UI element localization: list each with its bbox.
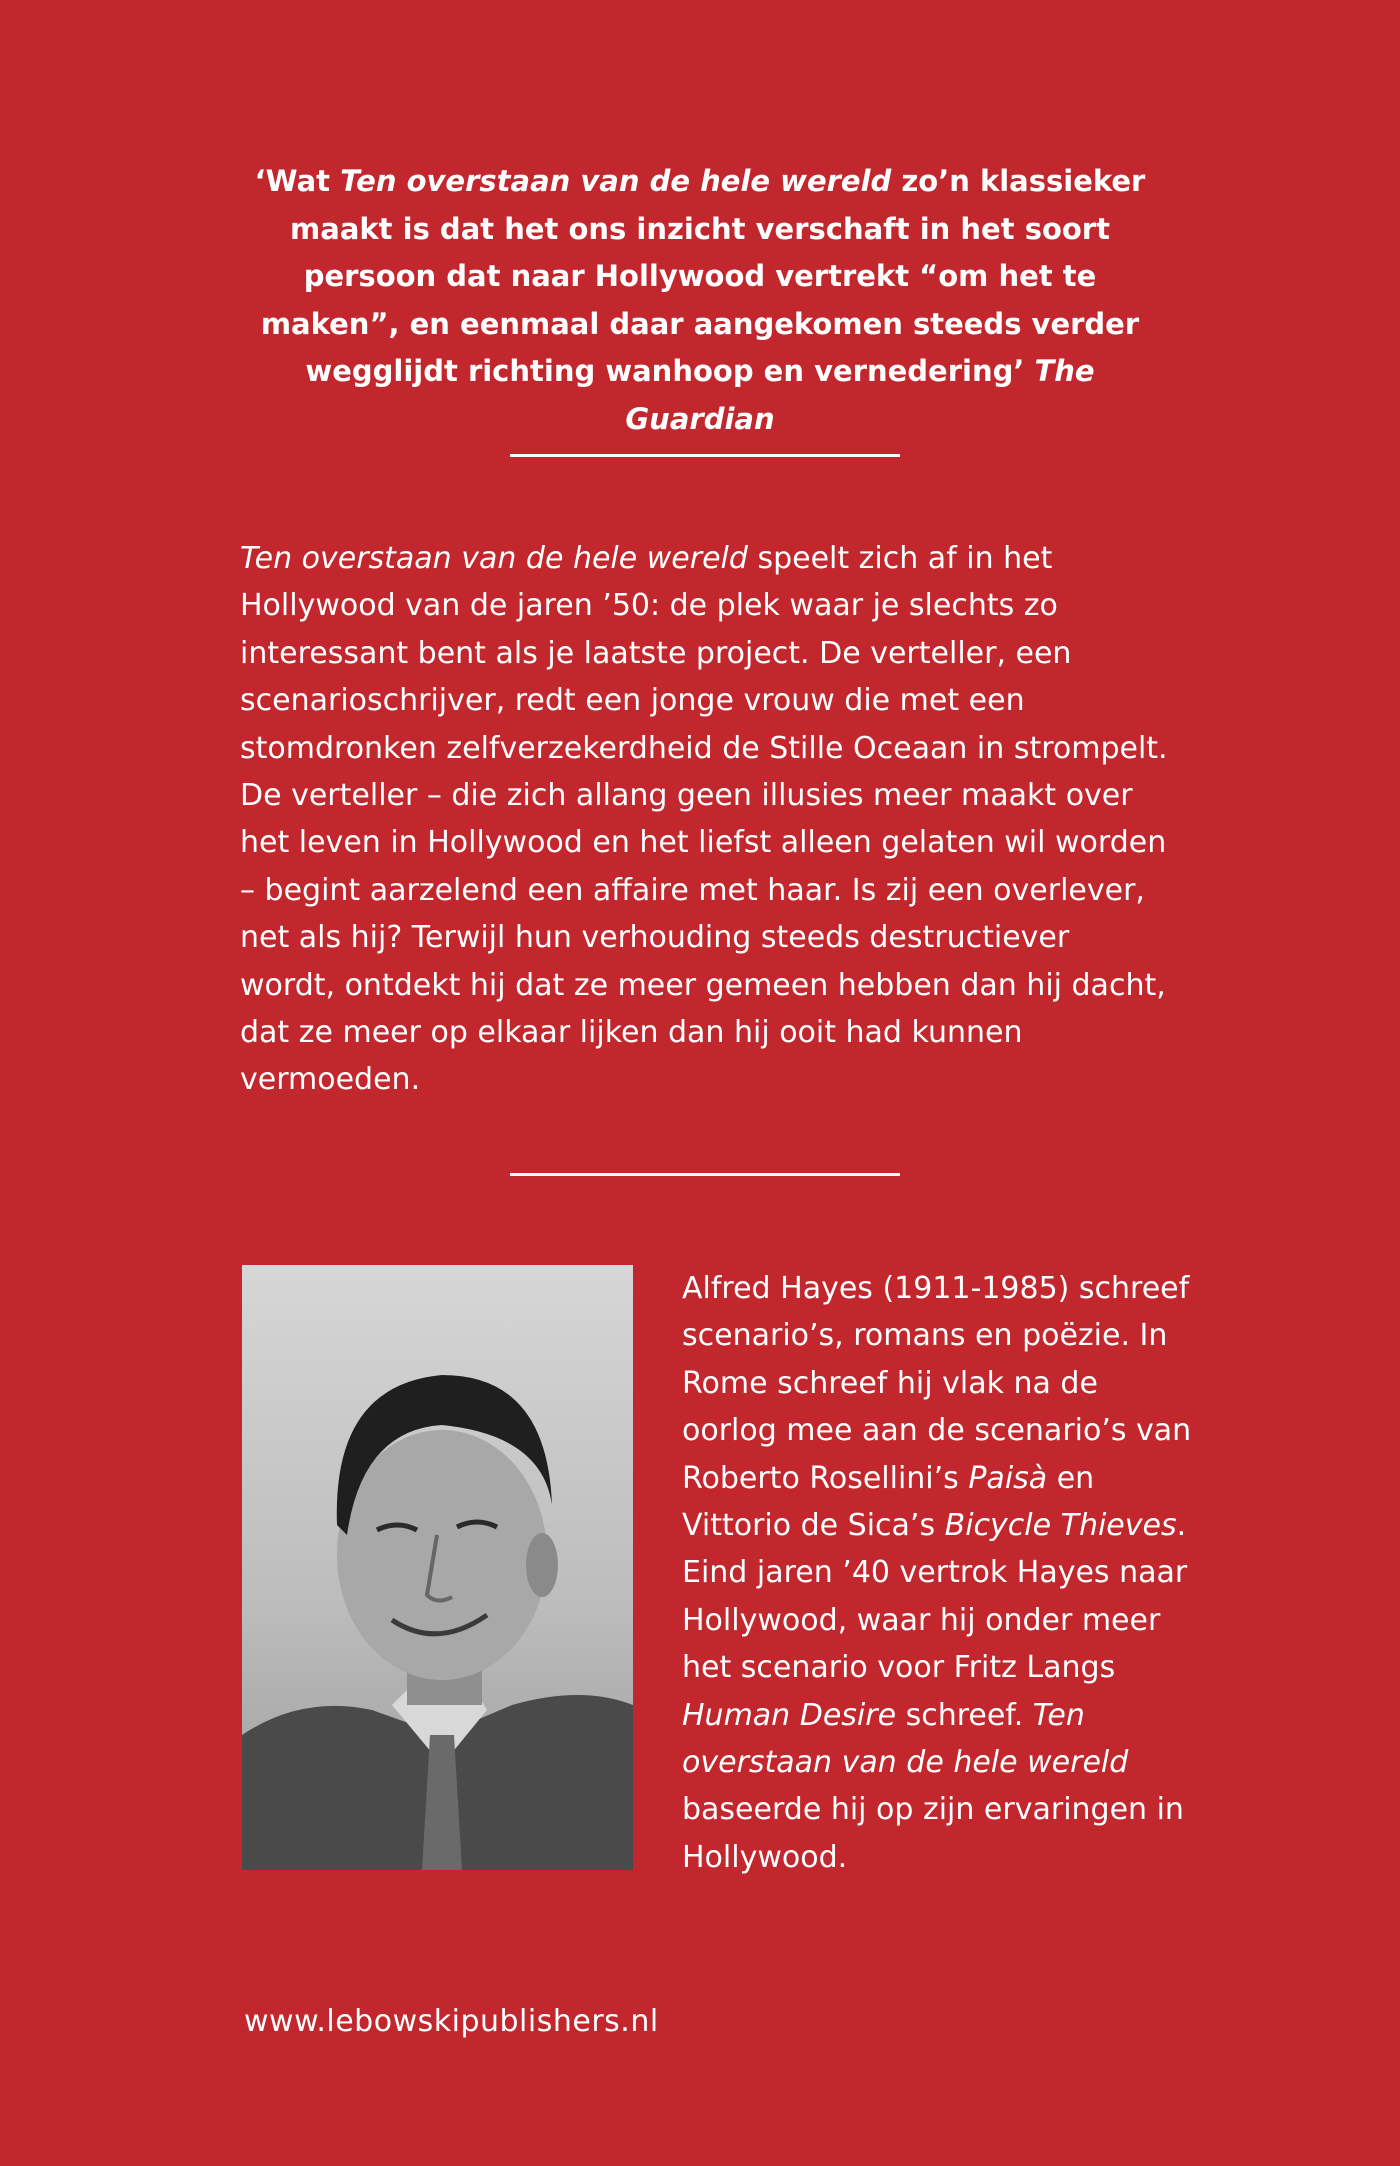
- bio-text-2: en Vittorio de Sica’s: [682, 1460, 1095, 1544]
- quote-text: zo’n klassieker maakt is dat het ons inzicht verschaft in het soort persoon dat naar Hollywood vertrekt “om het te maken”, en eenmaal daar aangekomen steeds verder wegglijdt richting wanhoop en vernedering’: [260, 164, 1146, 388]
- author-photo: [242, 1265, 633, 1870]
- divider-top: [510, 454, 900, 457]
- bio-book-title: Ten overstaan van de hele wereld: [682, 1697, 1129, 1781]
- quote-source: The Guardian: [625, 354, 1095, 436]
- review-quote: [250, 158, 1150, 443]
- blurb-book-title: Ten overstaan van de hele wereld: [240, 541, 748, 576]
- author-bio: [682, 1265, 1202, 1881]
- bio-film-3: Human Desire: [682, 1697, 897, 1733]
- bio-text-3: . Eind jaren ’40 vertrok Hayes naar Hollywood, waar hij onder meer het scenario voor Fritz Langs: [682, 1508, 1188, 1686]
- divider-middle: [510, 1173, 900, 1176]
- bio-text-4: schreef.: [896, 1697, 1033, 1733]
- bio-text-1: Alfred Hayes (1911-1985) schreef scenario’s, romans en poëzie. In Rome schreef hij vlak na de oorlog mee aan de scenario’s van Roberto Rosellini’s: [682, 1271, 1192, 1496]
- blurb-text: speelt zich af in het Hollywood van de jaren ’50: de plek waar je slechts zo interessant bent als je laatste project. De verteller, een scenarioschrijver, redt een jonge vrouw die met een stomdronken zelfverzekerdheid de Stille Oceaan in strompelt. De verteller – die zich allang geen illusies meer maakt over het leven in Hollywood en het liefst alleen gelaten wil worden – begint aarzelend een affaire met haar. Is zij een overlever, net als hij? Terwijl hun verhouding steeds destructiever wordt, ontdekt hij dat ze meer gemeen hebben dan hij dacht, dat ze meer op elkaar lijken dan hij ooit had kunnen vermoeden.: [240, 541, 1168, 1098]
- quote-open: ‘Wat: [254, 164, 341, 198]
- bio-text-5: baseerde hij op zijn ervaringen in Hollywood.: [682, 1792, 1184, 1875]
- bio-film-2: Bicycle Thieves: [944, 1508, 1177, 1544]
- book-blurb: [240, 535, 1170, 1104]
- bio-film-1: Paisà: [968, 1460, 1048, 1496]
- publisher-url[interactable]: www.lebowskipublishers.nl: [244, 2004, 659, 2039]
- quote-book-title: Ten overstaan van de hele wereld: [340, 164, 892, 198]
